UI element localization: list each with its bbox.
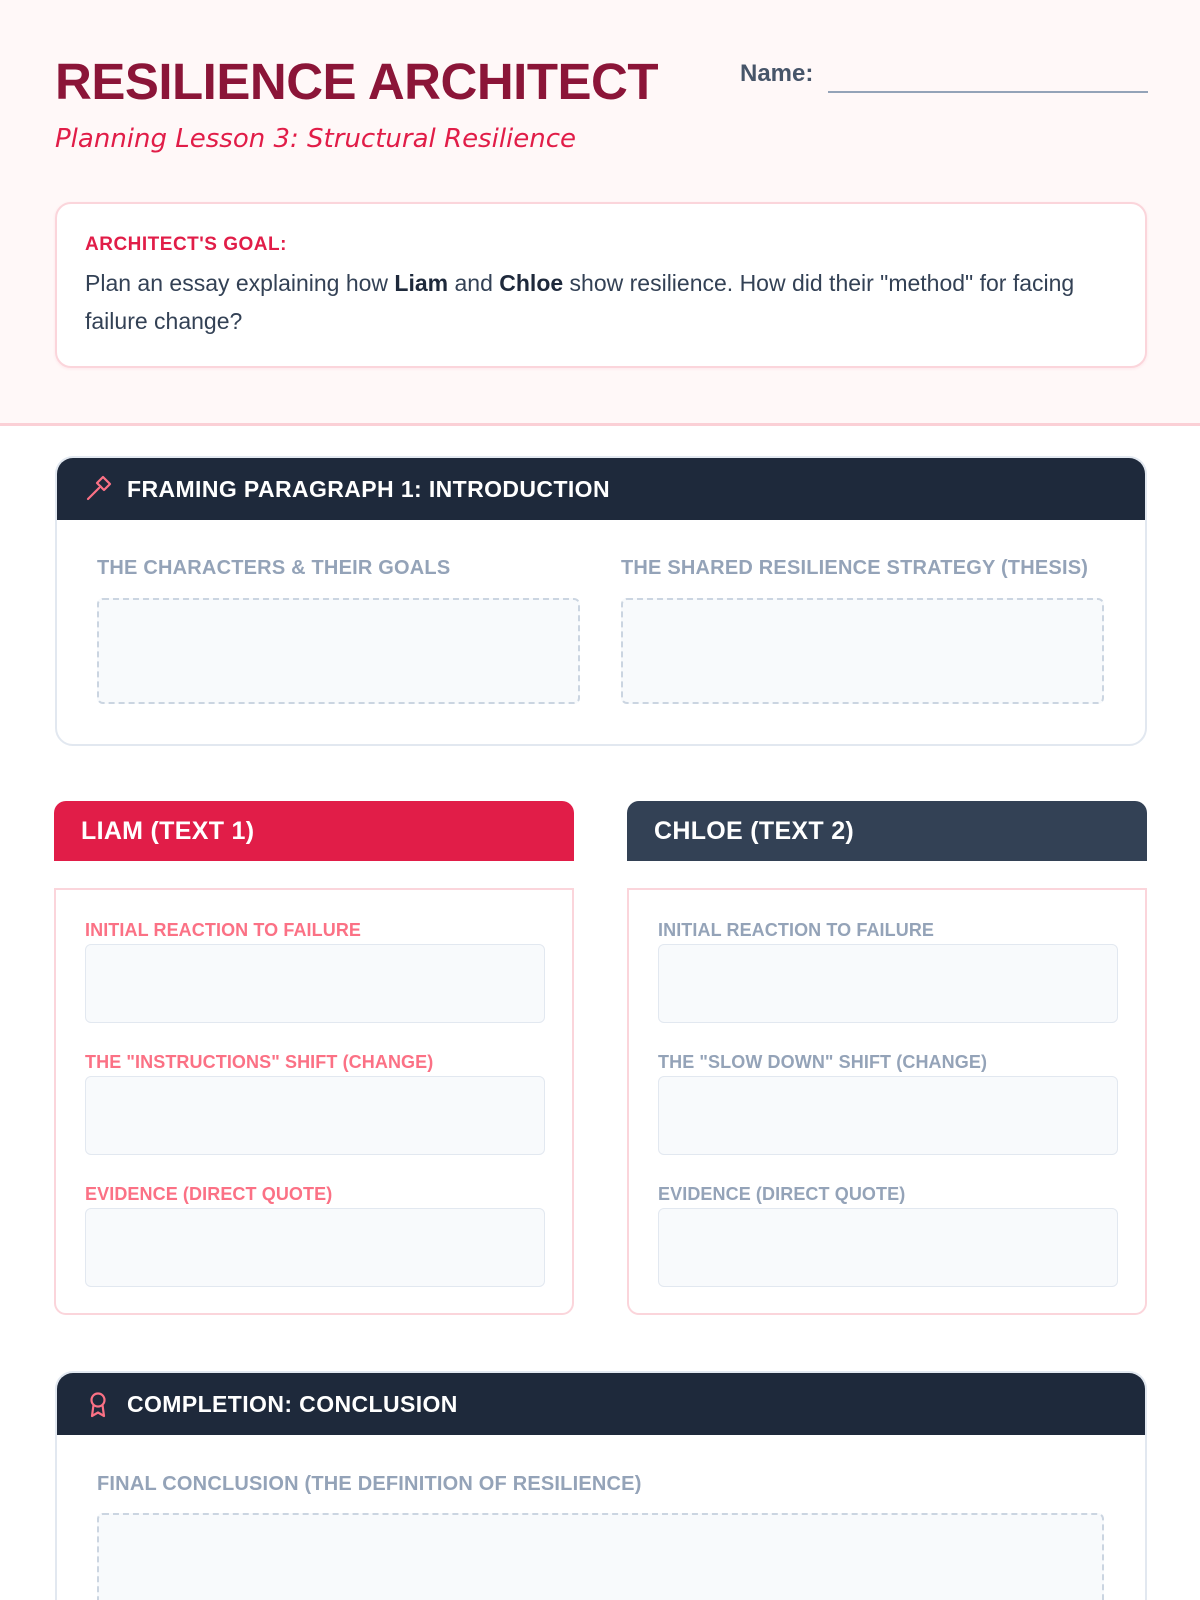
final-conclusion-label: FINAL CONCLUSION (THE DEFINITION OF RESILIENCE): [97, 1473, 642, 1495]
worksheet-header: [0, 0, 1200, 426]
liam-initial-reaction-label: INITIAL REACTION TO FAILURE: [85, 920, 362, 940]
final-conclusion-input[interactable]: [97, 1513, 1104, 1600]
thesis-label: THE SHARED RESILIENCE STRATEGY (THESIS): [621, 557, 1089, 579]
page-title: RESILIENCE ARCHITECT: [55, 53, 658, 110]
page-subtitle: Planning Lesson 3: Structural Resilience: [55, 124, 577, 154]
conclusion-section-title: COMPLETION: CONCLUSION: [127, 1390, 458, 1417]
liam-evidence-label: EVIDENCE (DIRECT QUOTE): [85, 1184, 333, 1204]
chloe-evidence-label: EVIDENCE (DIRECT QUOTE): [658, 1184, 906, 1204]
chloe-slow-down-shift-input[interactable]: [658, 1076, 1118, 1155]
liam-column: [54, 888, 574, 1315]
name-label: Name:: [740, 60, 814, 87]
liam-evidence-input[interactable]: [85, 1208, 545, 1287]
intro-section-title: FRAMING PARAGRAPH 1: INTRODUCTION: [127, 475, 610, 502]
thesis-input[interactable]: [621, 598, 1104, 704]
character-name-chloe: Chloe: [499, 270, 564, 296]
liam-instructions-shift-label: THE "INSTRUCTIONS" SHIFT (CHANGE): [85, 1052, 434, 1072]
chloe-slow-down-shift-label: THE "SLOW DOWN" SHIFT (CHANGE): [658, 1052, 988, 1072]
chloe-initial-reaction-label: INITIAL REACTION TO FAILURE: [658, 920, 935, 940]
award-ribbon-icon: [83, 1389, 113, 1419]
conclusion-section-header: [57, 1373, 1145, 1435]
name-field[interactable]: [828, 91, 1148, 93]
chloe-evidence-input[interactable]: [658, 1208, 1118, 1287]
characters-goals-label: THE CHARACTERS & THEIR GOALS: [97, 557, 451, 579]
intro-section-header: [57, 458, 1145, 520]
hammer-icon: [83, 474, 113, 504]
goal-heading: ARCHITECT'S GOAL:: [85, 234, 287, 255]
chloe-initial-reaction-input[interactable]: [658, 944, 1118, 1023]
goal-text: Plan an essay explaining how Liam and Chloe show resilience. How did their "method" for facing failure change?: [85, 270, 1075, 334]
characters-goals-input[interactable]: [97, 598, 580, 704]
liam-instructions-shift-input[interactable]: [85, 1076, 545, 1155]
chloe-column-header: CHLOE (TEXT 2): [627, 801, 1147, 861]
liam-column-header: LIAM (TEXT 1): [54, 801, 574, 861]
goal-card: [55, 202, 1147, 368]
chloe-column: [627, 888, 1147, 1315]
character-name-liam: Liam: [394, 270, 449, 296]
liam-initial-reaction-input[interactable]: [85, 944, 545, 1023]
